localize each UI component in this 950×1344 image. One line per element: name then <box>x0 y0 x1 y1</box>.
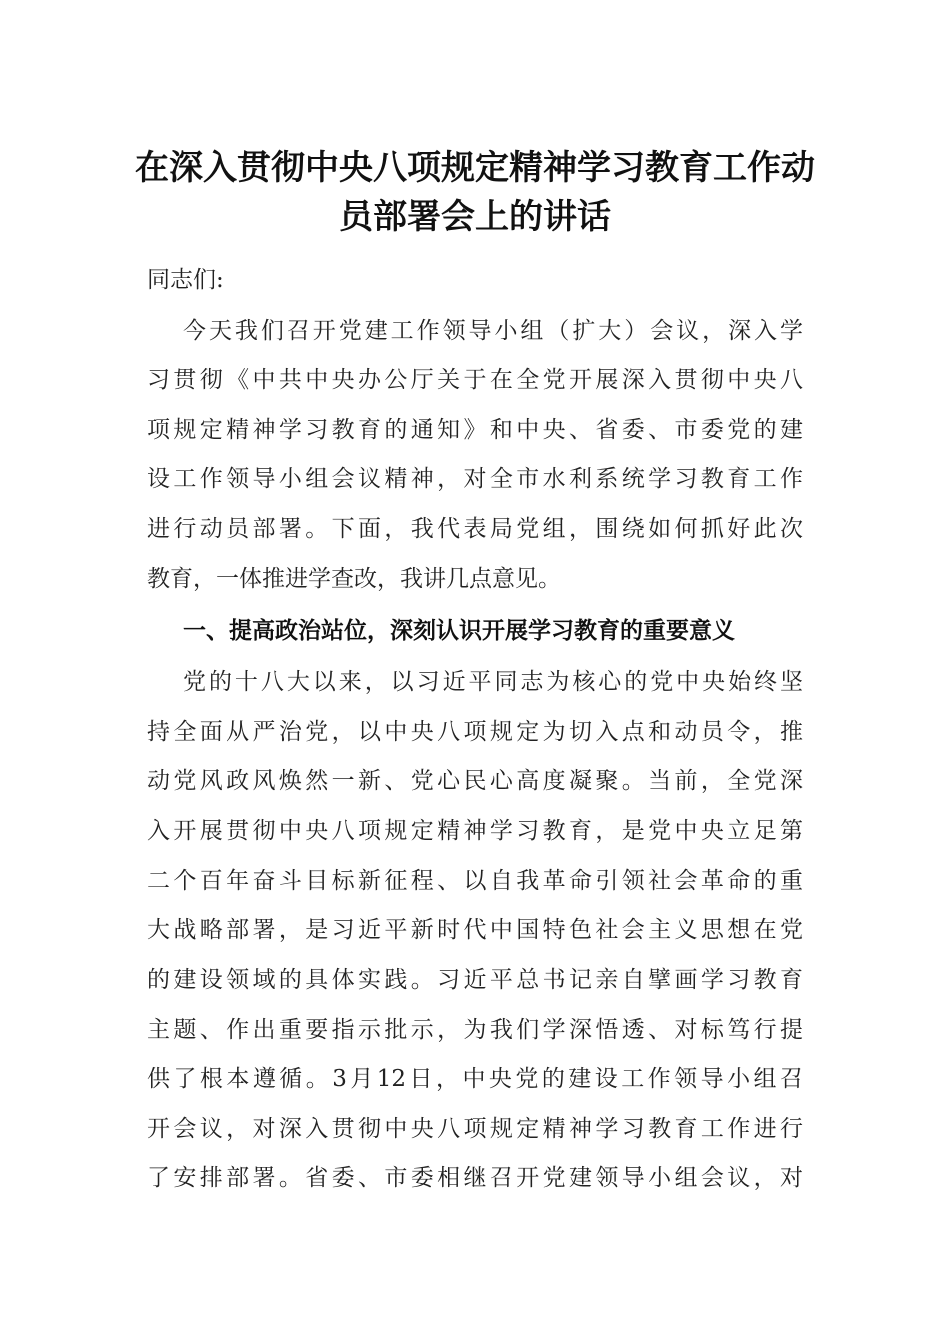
paragraph-2-line: 入开展贯彻中央八项规定精神学习教育，是党中央立足第 <box>147 818 803 844</box>
paragraph-2-line: 开会议，对深入贯彻中央八项规定精神学习教育工作进行 <box>147 1116 803 1142</box>
paragraph-1-line: 教育，一体推进学查改，我讲几点意见。 <box>147 566 561 592</box>
paragraph-1-line: 设工作领导小组会议精神，对全市水利系统学习教育工作 <box>147 466 803 492</box>
paragraph-1-line: 今天我们召开党建工作领导小组（扩大）会议，深入学 <box>183 318 803 344</box>
document-title-line-2: 员部署会上的讲话 <box>339 197 611 237</box>
paragraph-2-line: 动党风政风焕然一新、党心民心高度凝聚。当前，全党深 <box>147 768 803 794</box>
paragraph-2-line: 持全面从严治党，以中央八项规定为切入点和动员令，推 <box>147 719 803 745</box>
paragraph-2-line: 主题、作出重要指示批示，为我们学深悟透、对标笃行提 <box>147 1017 803 1043</box>
section-1-heading: 一、提高政治站位，深刻认识开展学习教育的重要意义 <box>183 618 735 644</box>
document-title-line-1: 在深入贯彻中央八项规定精神学习教育工作动 <box>135 148 815 188</box>
paragraph-2-line: 二个百年奋斗目标新征程、以自我革命引领社会革命的重 <box>147 868 803 894</box>
paragraph-1-line: 项规定精神学习教育的通知》和中央、省委、市委党的建 <box>147 417 803 443</box>
paragraph-2-line: 了安排部署。省委、市委相继召开党建领导小组会议，对 <box>147 1165 803 1191</box>
paragraph-2-line: 的建设领域的具体实践。习近平总书记亲自擘画学习教育 <box>147 967 803 993</box>
paragraph-1-line: 习贯彻《中共中央办公厅关于在全党开展深入贯彻中央八 <box>147 367 803 393</box>
salutation: 同志们: <box>147 267 224 293</box>
paragraph-1-line: 进行动员部署。下面，我代表局党组，围绕如何抓好此次 <box>147 516 803 542</box>
paragraph-2-line: 供了根本遵循。3月12日，中央党的建设工作领导小组召 <box>147 1066 803 1092</box>
paragraph-2-line: 党的十八大以来，以习近平同志为核心的党中央始终坚 <box>183 669 803 695</box>
paragraph-2-line: 大战略部署，是习近平新时代中国特色社会主义思想在党 <box>147 917 803 943</box>
